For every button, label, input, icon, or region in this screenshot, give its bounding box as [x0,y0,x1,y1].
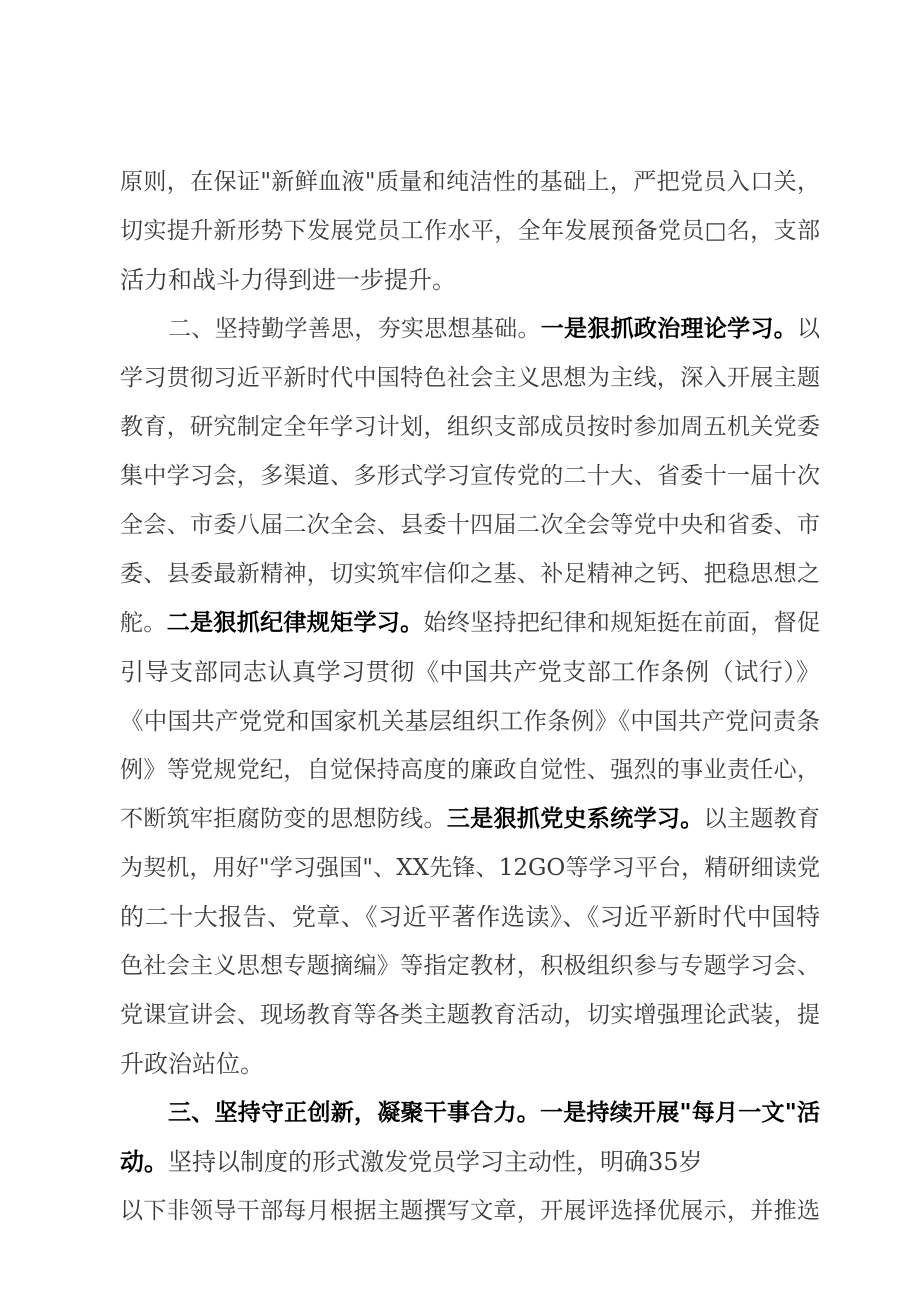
text-line: 切实提升新形势下发展党员工作水平，全年发展预备党员□名，支部 [120,218,820,244]
text-line: 色社会主义思想专题摘编》等指定教材，积极组织参与专题学习会、 [120,953,820,979]
text-line: 集中学习会，多渠道、多形式学习宣传党的二十大、省委十一届十次 [120,463,820,489]
text-line: 教育，研究制定全年学习计划，组织支部成员按时参加周五机关党委 [120,414,820,440]
section-heading-3: 三、坚持守正创新，凝聚干事合力。一是持续开展"每月一文"活 [168,1099,820,1126]
text-line: 《中国共产党党和国家机关基层组织工作条例》《中国共产党问责条 [120,707,820,735]
section-heading-2: 二、坚持勤学善思，夯实思想基础。一是狠抓政治理论学习。以 [168,315,821,342]
text-line: 引导支部同志认真学习贯彻《中国共产党支部工作条例（试行）》 [120,658,820,686]
text-line: 学习贯彻习近平新时代中国特色社会主义思想为主线，深入开展主题 [120,365,820,391]
text-line: 不断筑牢拒腐防变的思想防线。三是狠抓党史系统学习。以主题教育 [120,805,821,832]
text-line: 动。坚持以制度的形式激发党员学习主动性，明确35岁 [120,1147,703,1176]
text-line: 全会、市委八届二次全会、县委十四届二次全会等党中央和省委、市 [120,512,820,538]
text-line: 党课宣讲会、现场教育等各类主题教育活动，切实增强理论武装，提 [120,1002,820,1028]
bold-subheading: 动。 [120,1147,168,1176]
text-line: 原则，在保证"新鲜血液"质量和纯洁性的基础上，严把党员入口关， [120,169,820,195]
text-line: 的二十大报告、党章、《习近平著作选读》、《习近平新时代中国特 [120,903,820,931]
text-line: 以下非领导干部每月根据主题撰写文章，开展评选择优展示，并推选 [120,1198,820,1224]
text-line: 例》等党规党纪，自觉保持高度的廉政自觉性、强烈的事业责任心， [120,757,820,783]
text-line: 为契机，用好"学习强国"、XX先锋、12GO等学习平台，精研细读党 [120,855,820,881]
text-line: 委、县委最新精神，切实筑牢信仰之基、补足精神之钙、把稳思想之 [120,561,820,587]
text-line: 活力和战斗力得到进一步提升。 [120,266,456,294]
text-line: 升政治站位。 [120,1050,264,1078]
bold-subheading: 一是狠抓政治理论学习。 [540,315,798,342]
text-line: 舵。二是狠抓纪律规矩学习。始终坚持把纪律和规矩挺在前面，督促 [120,609,821,636]
bold-subheading: 三是狠抓党史系统学习。 [446,805,704,832]
bold-subheading: 二是狠抓纪律规矩学习。 [166,609,424,636]
